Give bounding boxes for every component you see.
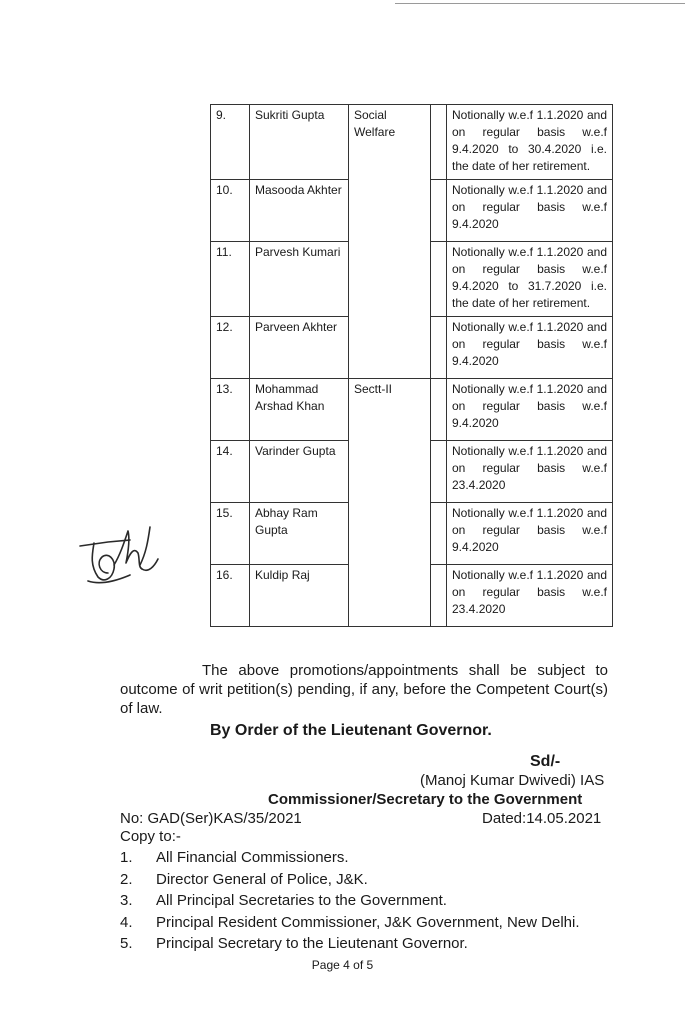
remarks: Notionally w.e.f 1.1.2020 and on regular basis w.e.f 9.4.2020 to 31.7.2020 i.e. the date of her retirement. <box>447 242 613 317</box>
officer-name: Parveen Akhter <box>250 317 349 379</box>
copy-to-heading: Copy to:- <box>120 828 181 845</box>
remarks: Notionally w.e.f 1.1.2020 and on regular basis w.e.f 9.4.2020 <box>447 503 613 565</box>
serial-number: 16. <box>211 565 250 627</box>
serial-number: 11. <box>211 242 250 317</box>
officer-name: Abhay Ram Gupta <box>250 503 349 565</box>
order-line: By Order of the Lieutenant Governor. <box>210 722 492 739</box>
item-text: Principal Secretary to the Lieutenant Governor. <box>156 935 468 952</box>
blank-cell <box>431 565 447 627</box>
blank-cell <box>431 503 447 565</box>
serial-number: 12. <box>211 317 250 379</box>
officer-name: Mohammad Arshad Khan <box>250 379 349 441</box>
issue-date: Dated:14.05.2021 <box>482 810 602 827</box>
signatory-designation: Commissioner/Secretary to the Government <box>268 791 583 808</box>
remarks: Notionally w.e.f 1.1.2020 and on regular basis w.e.f 23.4.2020 <box>447 565 613 627</box>
blank-cell <box>431 105 447 180</box>
blank-cell <box>431 242 447 317</box>
table-row <box>211 379 613 441</box>
list-item <box>120 870 580 892</box>
serial-number: 10. <box>211 180 250 242</box>
blank-cell <box>431 379 447 441</box>
conditions-paragraph: The above promotions/appointments shall be subject to outcome of writ petition(s) pending, if any, before the Competent Court(s) of law. <box>120 662 608 717</box>
department-cell: Sectt-II <box>349 379 431 627</box>
serial-number: 13. <box>211 379 250 441</box>
item-number: 4. <box>120 913 133 931</box>
list-item <box>120 934 580 956</box>
table-row <box>211 105 613 180</box>
recipient-list <box>120 848 580 956</box>
officer-name: Kuldip Raj <box>250 565 349 627</box>
remarks: Notionally w.e.f 1.1.2020 and on regular basis w.e.f 9.4.2020 <box>447 180 613 242</box>
remarks: Notionally w.e.f 1.1.2020 and on regular basis w.e.f 23.4.2020 <box>447 441 613 503</box>
list-item <box>120 848 580 870</box>
serial-number: 15. <box>211 503 250 565</box>
signed-mark: Sd/- <box>530 753 561 770</box>
signatory-name: (Manoj Kumar Dwivedi) IAS <box>420 772 605 789</box>
item-text: Director General of Police, J&K. <box>156 870 368 888</box>
list-item <box>120 913 580 935</box>
promotions-table <box>210 104 613 627</box>
officer-name: Parvesh Kumari <box>250 242 349 317</box>
department-cell: Social Welfare <box>349 105 431 379</box>
handwritten-initials <box>78 519 160 589</box>
serial-number: 9. <box>211 105 250 180</box>
officer-name: Varinder Gupta <box>250 441 349 503</box>
blank-cell <box>431 317 447 379</box>
top-rule <box>395 3 685 4</box>
item-number: 1. <box>120 849 133 866</box>
remarks: Notionally w.e.f 1.1.2020 and on regular basis w.e.f 9.4.2020 <box>447 317 613 379</box>
item-number: 2. <box>120 870 133 888</box>
reference-number: No: GAD(Ser)KAS/35/2021 <box>120 810 302 827</box>
item-text: All Financial Commissioners. <box>156 849 349 866</box>
blank-cell <box>431 180 447 242</box>
officer-name: Sukriti Gupta <box>250 105 349 180</box>
item-text: All Principal Secretaries to the Government. <box>156 892 447 909</box>
item-number: 3. <box>120 892 133 909</box>
item-number: 5. <box>120 935 133 952</box>
officer-name: Masooda Akhter <box>250 180 349 242</box>
remarks: Notionally w.e.f 1.1.2020 and on regular basis w.e.f 9.4.2020 <box>447 379 613 441</box>
serial-number: 14. <box>211 441 250 503</box>
list-item <box>120 891 580 913</box>
remarks: Notionally w.e.f 1.1.2020 and on regular basis w.e.f 9.4.2020 to 30.4.2020 i.e. the date of her retirement. <box>447 105 613 180</box>
page-footer: Page 4 of 5 <box>311 958 374 972</box>
blank-cell <box>431 441 447 503</box>
item-text: Principal Resident Commissioner, J&K Government, New Delhi. <box>156 913 580 931</box>
